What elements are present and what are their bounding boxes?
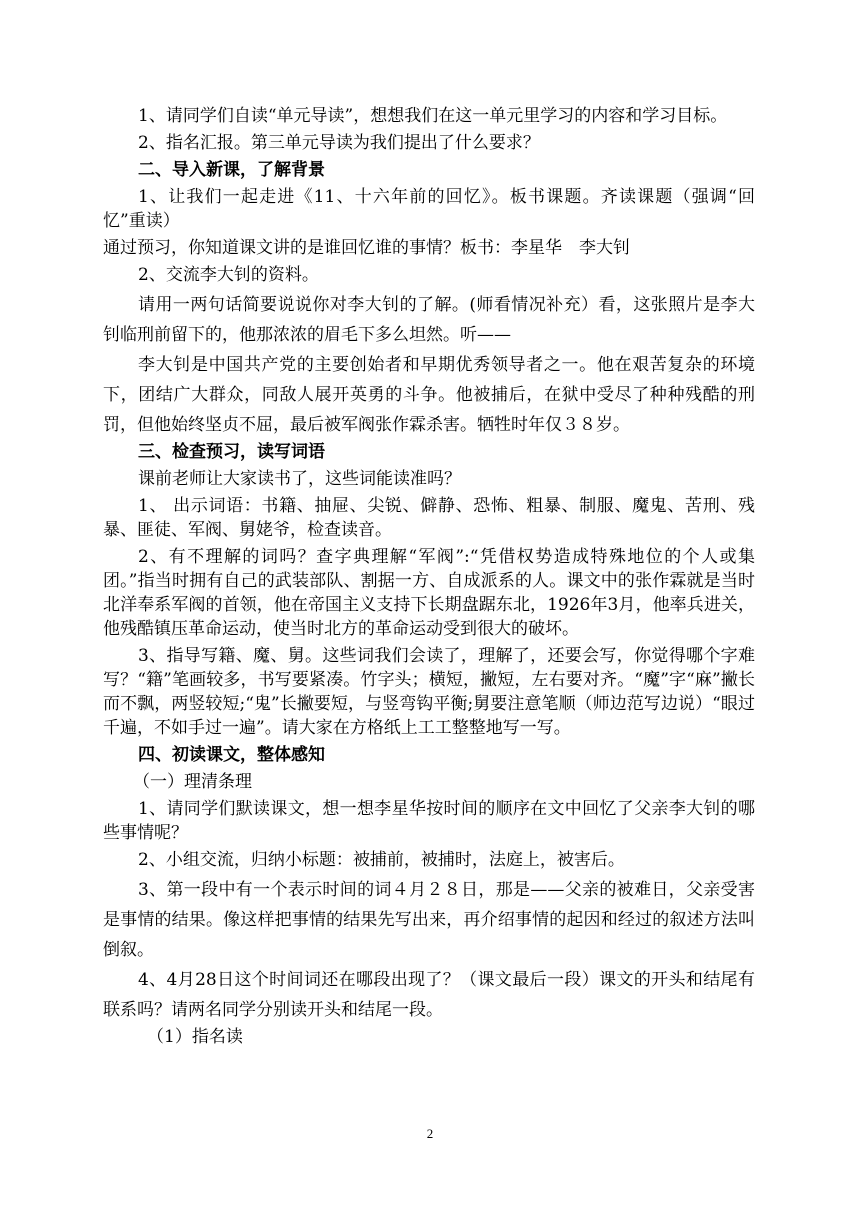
paragraph-12: 1、请同学们默读课文，想一想李星华按时间的顺序在文中回忆了父亲李大钊的哪些事情呢？ bbox=[103, 799, 755, 843]
paragraph-15: 4、4月28日这个时间词还在哪段出现了？（课文最后一段）课文的开头和结尾有联系吗？请两名同学分别读开头和结尾一段。 bbox=[103, 970, 755, 1020]
paragraph-3: 1、让我们一起走进《11、十六年前的回忆》。板书课题。齐读课题（强调“回忆”重读） bbox=[103, 187, 755, 231]
paragraph-9: 1、 出示词语：书籍、抽屉、尖锐、僻静、恐怖、粗暴、制服、魔鬼、苦刑、残暴、匪徒、军阀、舅姥爷，检查读音。 bbox=[103, 496, 755, 540]
document-body bbox=[103, 104, 755, 1052]
paragraph-5: 2、交流李大钊的资料。 bbox=[138, 265, 319, 285]
paragraph-11: 3、指导写籍、魔、舅。这些词我们会读了，理解了，还要会写，你觉得哪个字难写？“籍”笔画较多，书写要紧凑。竹字头；横短，撇短，左右要对齐。“魔”字“麻”撇长而不飘，两竖较短;“鬼”长撇要短，与竖弯钩平衡;舅要注意笔顺（师边范写边说）“眼过千遍，不如手过一遍”。请大家在方格纸上工工整整地写一写。 bbox=[103, 646, 755, 738]
paragraph-6: 请用一两句话简要说说你对李大钊的了解。(师看情况补充）看，这张照片是李大钊临刑前留下的，他那浓浓的眉毛下多么坦然。听—— bbox=[103, 295, 755, 345]
paragraph-1: 1、请同学们自读“单元导读”，想想我们在这一单元里学习的内容和学习目标。 bbox=[138, 106, 728, 126]
paragraph-16: （1）指名读 bbox=[147, 1027, 243, 1047]
paragraph-14: 3、第一段中有一个表示时间的词４月２８日，那是——父亲的被难日，父亲受害是事情的结果。像这样把事情的结果先写出来，再介绍事情的起因和经过的叙述方法叫倒叙。 bbox=[103, 880, 755, 960]
paragraph-7: 李大钊是中国共产党的主要创始者和早期优秀领导者之一。他在艰苦复杂的环境下，团结广大群众，同敌人展开英勇的斗争。他被捕后，在狱中受尽了种种残酷的刑罚，但他始终坚贞不屈，最后被军阀张作霖杀害。牺牲时年仅３８岁。 bbox=[103, 355, 755, 435]
paragraph-2: 2、指名汇报。第三单元导读为我们提出了什么要求？ bbox=[138, 133, 540, 153]
paragraph-4: 通过预习，你知道课文讲的是谁回忆谁的事情？板书：李星华 李大钊 bbox=[103, 238, 630, 258]
subheading-1: （一）理清条理 bbox=[133, 772, 252, 792]
section-heading-3: 三、检查预习，读写词语 bbox=[138, 442, 325, 462]
section-heading-4: 四、初读课文，整体感知 bbox=[138, 745, 325, 765]
page-number: 2 bbox=[426, 1126, 434, 1141]
paragraph-10: 2、有不理解的词吗？查字典理解“军阀”:“凭借权势造成特殊地位的个人或集团。”指当时拥有自己的武装部队、割据一方、自成派系的人。课文中的张作霖就是当时北洋奉系军阀的首领，他在帝国主义支持下长期盘踞东北，1926年3月，他率兵进关，他残酷镇压革命运动，使当时北方的革命运动受到很大的破坏。 bbox=[103, 547, 755, 639]
section-heading-2: 二、导入新课，了解背景 bbox=[138, 160, 325, 180]
paragraph-13: 2、小组交流，归纳小标题：被捕前，被捕时，法庭上，被害后。 bbox=[138, 850, 625, 870]
paragraph-8: 课前老师让大家读书了，这些词能读准吗？ bbox=[138, 469, 461, 489]
